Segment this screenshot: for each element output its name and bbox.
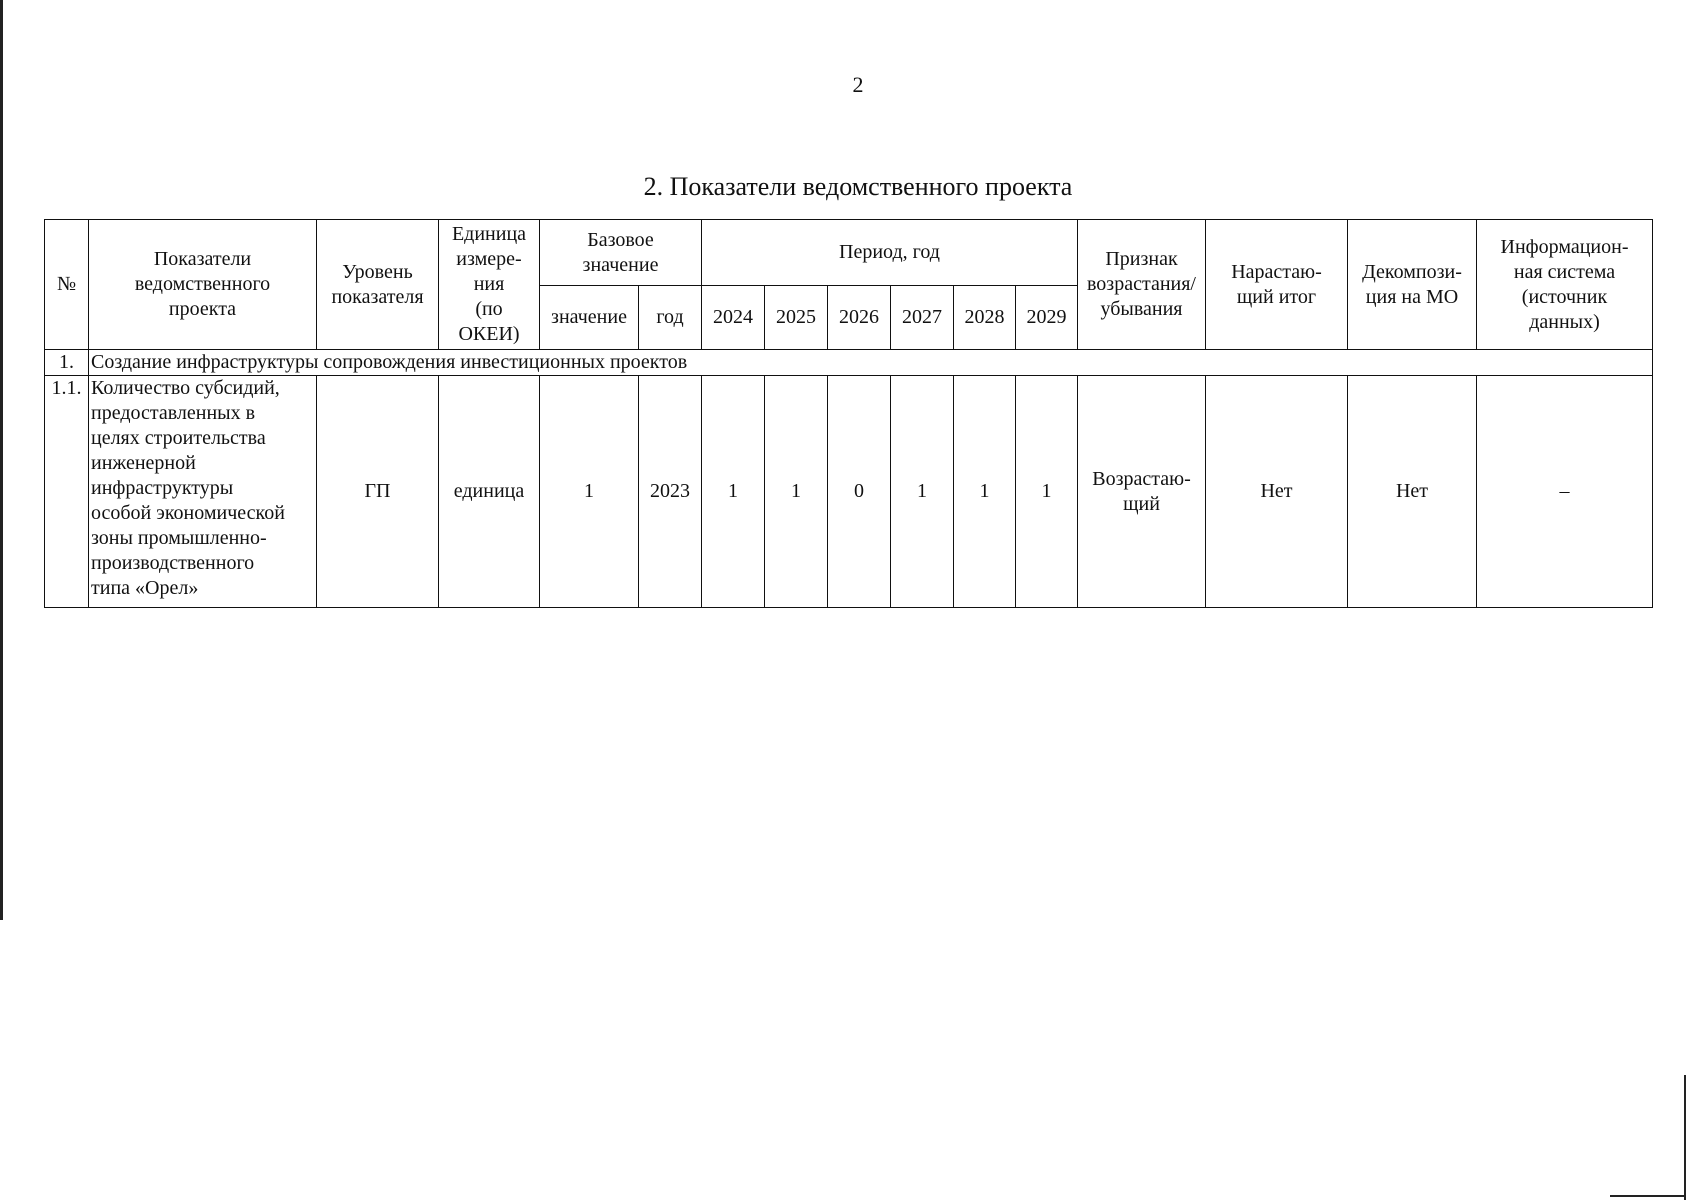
row-cumulative: Нет: [1206, 376, 1348, 608]
page-number: 2: [852, 72, 864, 97]
row-value-2024: 1: [702, 376, 765, 608]
row-value-2027: 1: [891, 376, 954, 608]
header-base: Базовое значение: [540, 220, 702, 286]
row-value-2026: 0: [828, 376, 891, 608]
scan-edge-bottom: [1610, 1195, 1686, 1197]
header-year-2024: 2024: [702, 286, 765, 350]
header-row-top: [45, 220, 1653, 286]
scan-edge-left: [0, 0, 3, 920]
scan-edge-bottom-right: [1684, 1075, 1686, 1200]
row-indicator-name: Количество субсидий, предоставленных в целях строительства инженерной инфраструктуры особой экономической зоны промышленно- производственного типа «Орел»: [89, 376, 317, 608]
header-decomposition: Декомпози- ция на МО: [1348, 220, 1477, 350]
page-title: 2. Показатели ведомственного проекта: [643, 172, 1073, 201]
row-trend: Возрастаю- щий: [1078, 376, 1206, 608]
header-year-2026: 2026: [828, 286, 891, 350]
header-indicator: Показатели ведомственного проекта: [89, 220, 317, 350]
section-row: [45, 350, 1653, 376]
header-period: Период, год: [702, 220, 1078, 286]
header-base-year: год: [639, 286, 702, 350]
row-decomposition: Нет: [1348, 376, 1477, 608]
header-level: Уровень показателя: [317, 220, 439, 350]
header-cumulative: Нарастаю- щий итог: [1206, 220, 1348, 350]
section-num: 1.: [45, 350, 89, 376]
header-info-system: Информацион- ная система (источник данных): [1477, 220, 1653, 350]
table-row: [45, 376, 1653, 608]
header-trend: Признак возрастания/ убывания: [1078, 220, 1206, 350]
row-base-value: 1: [540, 376, 639, 608]
row-info-system: –: [1477, 376, 1653, 608]
row-value-2029: 1: [1016, 376, 1078, 608]
header-base-value: значение: [540, 286, 639, 350]
row-num: 1.1.: [45, 376, 89, 608]
header-year-2027: 2027: [891, 286, 954, 350]
row-level: ГП: [317, 376, 439, 608]
header-unit: Единица измере- ния (по ОКЕИ): [439, 220, 540, 350]
row-value-2028: 1: [954, 376, 1016, 608]
section-title: Создание инфраструктуры сопровождения инвестиционных проектов: [89, 350, 1653, 376]
header-year-2029: 2029: [1016, 286, 1078, 350]
header-year-2025: 2025: [765, 286, 828, 350]
header-num: №: [45, 220, 89, 350]
indicators-table: [44, 219, 1653, 608]
row-base-year: 2023: [639, 376, 702, 608]
row-unit: единица: [439, 376, 540, 608]
row-value-2025: 1: [765, 376, 828, 608]
header-year-2028: 2028: [954, 286, 1016, 350]
